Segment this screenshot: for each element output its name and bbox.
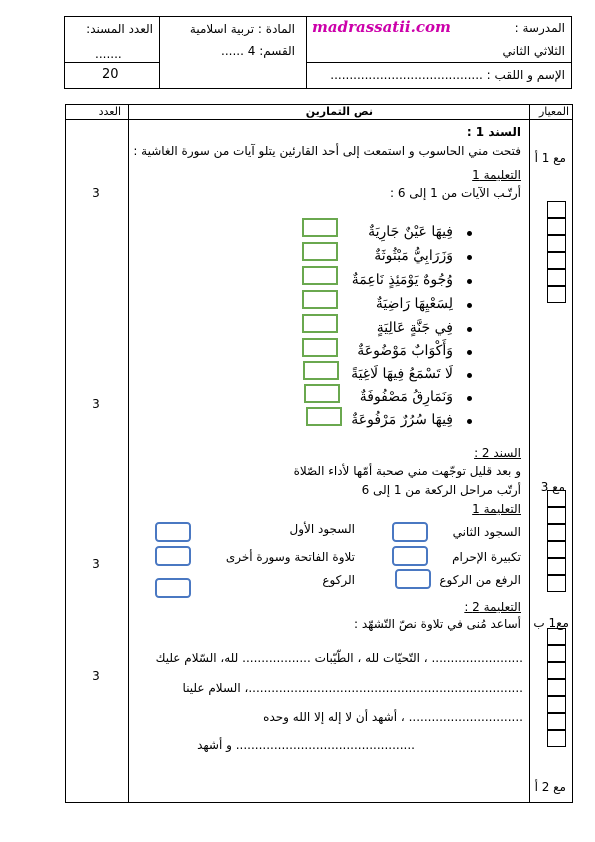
part2-title: السند 2 :: [474, 446, 521, 460]
step-answer-box[interactable]: [155, 522, 191, 542]
tashahhud-line[interactable]: .............................. ، أشهد أن لا إله إلا الله وحده: [263, 710, 523, 724]
grade-label: العدد المسند:: [86, 22, 153, 36]
answer-box[interactable]: [304, 384, 340, 403]
criterion-checkbox[interactable]: [547, 286, 566, 303]
part1-intro: فتحت مني الحاسوب و استمعت إلى أحد القارئين يتلو آيات من سورة الغاشية :: [133, 144, 521, 158]
part1-instruction-title: التعليمة 1: [472, 168, 521, 182]
answer-box[interactable]: [302, 266, 338, 285]
tashahhud-line[interactable]: ........................ ، التّحيّات لله ، الطّيّبات .................. لله، السّلام عليك: [155, 651, 523, 665]
subject-label: المادة : تربية اسلامية: [189, 22, 295, 36]
criterion-checkbox[interactable]: [547, 269, 566, 286]
step-answer-box[interactable]: [155, 546, 191, 566]
step-answer-box[interactable]: [392, 522, 428, 542]
step-answer-box[interactable]: [155, 578, 191, 598]
score-part2b: 3: [92, 669, 100, 683]
criterion-4: مع 2 أ: [534, 780, 566, 794]
score-part1: 3: [92, 186, 100, 200]
section-label: القسم: 4 ......: [221, 44, 295, 58]
part2-instruction2-title: التعليمة 2 :: [464, 600, 521, 614]
column-score: العدد: [98, 105, 121, 118]
criterion-checkbox[interactable]: [547, 696, 566, 713]
criterion-checkbox[interactable]: [547, 679, 566, 696]
grade-total: 20: [102, 67, 119, 82]
answer-box[interactable]: [302, 314, 338, 333]
criterion-checkbox[interactable]: [547, 252, 566, 269]
answer-box[interactable]: [302, 242, 338, 261]
criterion-3: مع1 ب: [533, 616, 569, 630]
step-bowing: الركوع: [322, 573, 355, 587]
score-part1b: 3: [92, 397, 100, 411]
criterion-checkbox[interactable]: [547, 218, 566, 235]
part1-title: السند 1 :: [466, 125, 521, 139]
criterion-checkbox[interactable]: [547, 628, 566, 645]
step-fatiha: تلاوة الفاتحة وسورة أخرى: [225, 550, 355, 564]
tashahhud-line[interactable]: ........................................................................، السلام علينا: [182, 681, 523, 695]
grade-dots[interactable]: .......: [95, 47, 122, 61]
criterion-checkbox[interactable]: [547, 730, 566, 747]
step-second-prostration: السجود الثاني: [452, 525, 521, 539]
criterion-checkbox[interactable]: [547, 201, 566, 218]
criterion-checkbox[interactable]: [547, 490, 566, 507]
step-first-prostration: السجود الأول: [289, 522, 355, 536]
criterion-checkbox[interactable]: [547, 662, 566, 679]
part2-instruction2: أساعد مُنى في تلاوة نصّ التّشهّد :: [354, 617, 521, 631]
part2-instruction-title: التعليمة 1: [472, 502, 521, 516]
answer-box[interactable]: [303, 361, 339, 380]
column-criteria: المعيار: [538, 105, 569, 118]
step-answer-box[interactable]: [392, 546, 428, 566]
criterion-2: مع 3: [540, 480, 565, 494]
criterion-checkbox[interactable]: [547, 713, 566, 730]
criterion-checkbox[interactable]: [547, 235, 566, 252]
part2-instruction-text: أرتّب مراحل الركعة من 1 إلى 6: [361, 483, 521, 497]
criterion-checkbox[interactable]: [547, 541, 566, 558]
criterion-checkbox[interactable]: [547, 558, 566, 575]
answer-box[interactable]: [302, 218, 338, 237]
step-rising: الرفع من الركوع: [439, 573, 521, 587]
criterion-checkbox[interactable]: [547, 645, 566, 662]
criterion-checkbox[interactable]: [547, 524, 566, 541]
answer-box[interactable]: [302, 290, 338, 309]
part2-intro: و بعد قليل توجّهت مني صحبة أمّها لأداء الصّلاة: [293, 464, 521, 478]
school-label: المدرسة :: [514, 21, 565, 35]
step-takbir: تكبيرة الإحرام: [452, 550, 521, 564]
tashahhud-line[interactable]: ............................................... و أشهد: [197, 738, 415, 752]
criterion-1: مع 1 أ: [534, 151, 566, 165]
step-answer-box[interactable]: [395, 569, 431, 589]
criterion-checkbox[interactable]: [547, 575, 566, 592]
part1-instruction: أرتّـب الآيات من 1 إلى 6 :: [389, 186, 521, 200]
answer-box[interactable]: [306, 407, 342, 426]
trimester-label: الثلاثي الثاني: [502, 44, 565, 58]
answer-box[interactable]: [302, 338, 338, 357]
criterion-checkbox[interactable]: [547, 507, 566, 524]
score-part2: 3: [92, 557, 100, 571]
site-watermark: madrassatii.com: [312, 18, 451, 36]
column-exercises: نص التمارين: [305, 105, 373, 118]
student-name-field[interactable]: الإسم و اللقب : ........................................: [330, 68, 565, 82]
